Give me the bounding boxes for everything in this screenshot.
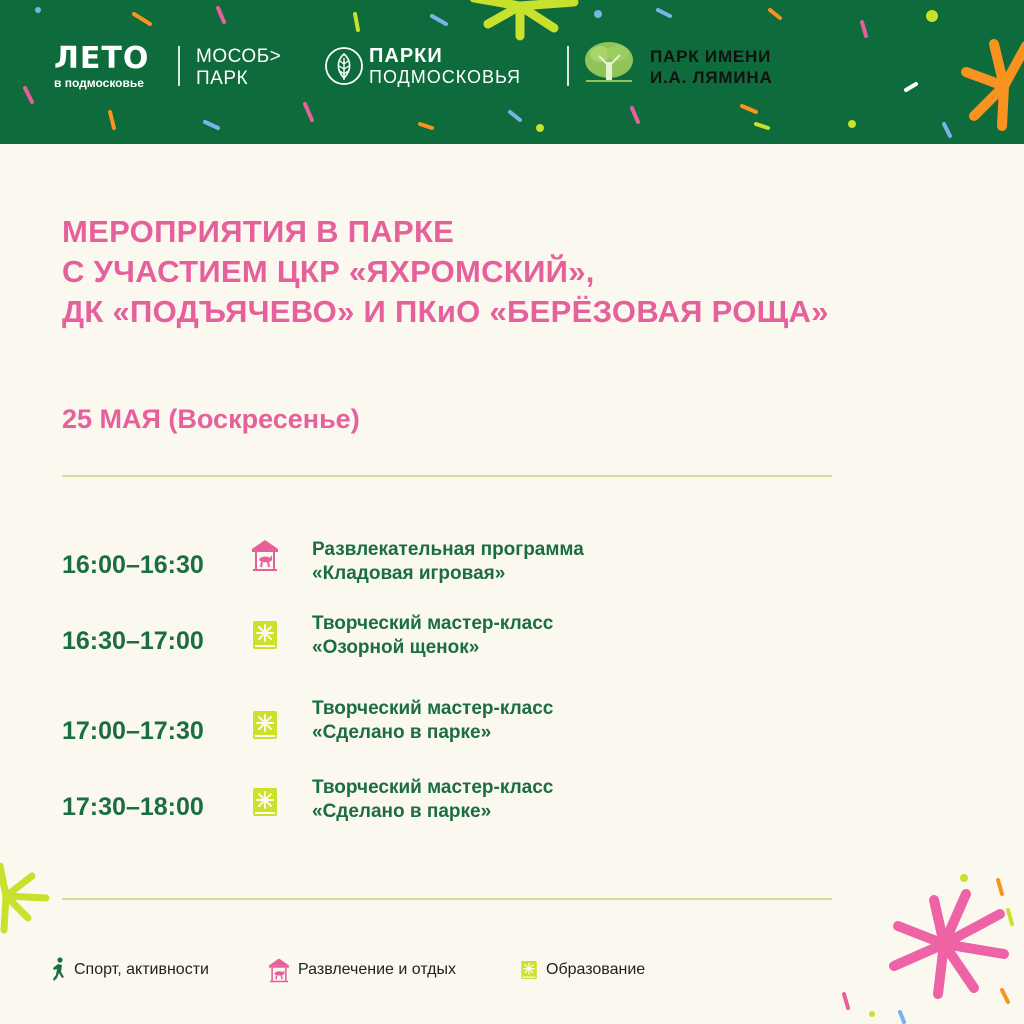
event-title xyxy=(312,697,553,745)
title-line1: МЕРОПРИЯТИЯ В ПАРКЕ xyxy=(62,214,455,249)
event-name: «Сделано в парке» xyxy=(312,722,492,743)
title-line3: ДК «ПОДЪЯЧЕВО» И ПКиО «БЕРЁЗОВАЯ РОЩА» xyxy=(62,294,829,329)
lyamin-park-logo xyxy=(650,46,773,88)
event-type: Развлекательная программа xyxy=(312,539,584,560)
event-title xyxy=(312,776,553,824)
leto-logo xyxy=(54,41,150,90)
mosoblpark-logo-line1: МОСОБ> xyxy=(196,46,282,67)
event-title xyxy=(312,538,584,586)
education-book-icon xyxy=(248,785,282,819)
event-date: 25 МАЯ (Воскресенье) xyxy=(62,404,360,434)
legend-entertainment-label: Развлечение и отдых xyxy=(298,961,456,978)
event-name: «Озорной щенок» xyxy=(312,637,480,658)
lyamin-logo-line1: ПАРК ИМЕНИ xyxy=(650,47,772,66)
title-line2: С УЧАСТИЕМ ЦКР «ЯХРОМСКИЙ», xyxy=(62,254,595,289)
event-type: Творческий мастер-класс xyxy=(312,698,554,719)
page-title xyxy=(62,212,922,332)
legend-sport xyxy=(50,956,209,984)
divider-bottom xyxy=(62,898,832,900)
divider-top xyxy=(62,475,832,477)
event-time: 16:30–17:00 xyxy=(62,627,204,655)
header-banner xyxy=(0,0,1024,144)
sport-runner-icon xyxy=(50,957,68,983)
event-row xyxy=(62,612,862,672)
lyamin-logo-line2: И.А. ЛЯМИНА xyxy=(650,68,773,87)
logo-divider xyxy=(567,46,569,86)
event-time: 16:00–16:30 xyxy=(62,551,204,579)
logo-divider xyxy=(178,46,180,86)
education-book-icon xyxy=(248,618,282,652)
parks-logo-line1: ПАРКИ xyxy=(369,45,443,67)
mosoblpark-logo-line2: ПАРК xyxy=(196,68,249,89)
event-name: «Кладовая игровая» xyxy=(312,563,506,584)
leto-logo-sub: в подмосковье xyxy=(54,76,144,90)
event-row xyxy=(62,697,862,757)
parks-leaf-icon xyxy=(324,46,364,86)
education-book-icon xyxy=(518,958,540,982)
parks-podmoskovya-logo xyxy=(369,46,521,88)
event-time: 17:30–18:00 xyxy=(62,793,204,821)
education-book-icon xyxy=(248,708,282,742)
carousel-icon xyxy=(248,538,282,572)
carousel-icon xyxy=(266,956,292,984)
event-title xyxy=(312,612,553,660)
event-time: 17:00–17:30 xyxy=(62,717,204,745)
tree-icon xyxy=(582,40,636,86)
legend-education xyxy=(518,956,645,984)
leto-logo-main: ЛЕТО xyxy=(54,41,150,76)
event-row xyxy=(62,776,862,836)
mosoblpark-logo xyxy=(196,46,281,90)
parks-logo-line2: ПОДМОСКОВЬЯ xyxy=(369,67,522,87)
event-name: «Сделано в парке» xyxy=(312,801,492,822)
legend-education-label: Образование xyxy=(546,961,646,978)
event-row xyxy=(62,536,862,596)
event-type: Творческий мастер-класс xyxy=(312,613,554,634)
legend-entertainment xyxy=(266,956,456,984)
event-type: Творческий мастер-класс xyxy=(312,777,554,798)
legend-sport-label: Спорт, активности xyxy=(74,961,209,978)
